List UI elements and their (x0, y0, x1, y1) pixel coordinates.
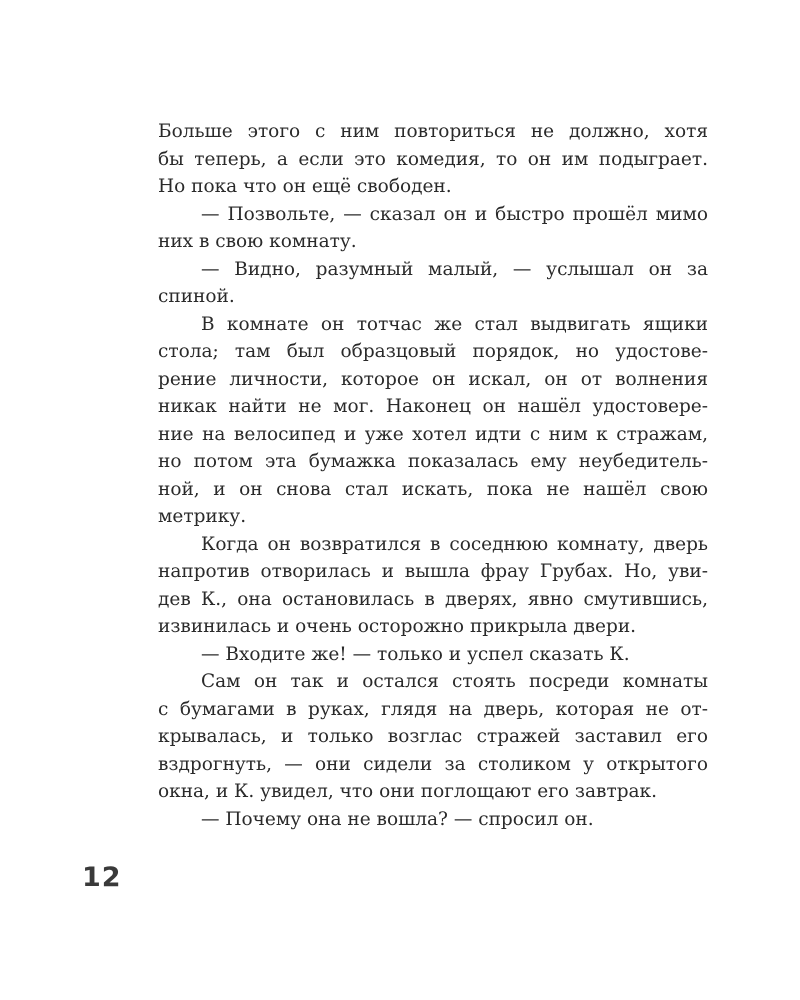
text-line: ние на велосипед и уже хотел идти с ним к стражам, (158, 423, 708, 445)
text-line: с бумагами в руках, глядя на дверь, которая не от- (158, 698, 708, 720)
text-line: В комнате он тотчас же стал выдвигать ящики (201, 313, 708, 335)
text-line: дев К., она остановилась в дверях, явно смутившись, (158, 588, 708, 610)
text-line: Больше этого с ним повториться не должно, хотя (158, 121, 708, 142)
text-line: Но пока что он ещё свободен. (158, 176, 452, 197)
text-line: рение личности, которое он искал, он от волнения (158, 368, 708, 390)
text-line: окна, и К. увидел, что они поглощают его завтрак. (158, 781, 658, 802)
text-line: напротив отворилась и вышла фрау Грубах. Но, уви- (158, 561, 708, 582)
text-line: метрику. (158, 506, 247, 527)
text-line: них в свою комнату. (158, 231, 357, 252)
page-number: 12 (82, 862, 122, 893)
text-line: извинилась и очень осторожно прикрыла двери. (158, 616, 637, 637)
text-line: — Видно, разумный малый, — услышал он за (201, 258, 708, 280)
text-line: — Позвольте, — сказал он и быстро прошёл мимо (201, 203, 708, 225)
text-line: стола; там был образцовый порядок, но удостове- (158, 341, 708, 362)
text-line: вздрогнуть, — они сидели за столиком у открытого (158, 753, 708, 775)
text-line: бы теперь, а если это комедия, то он им подыграет. (158, 148, 708, 170)
text-line: Когда он возвратился в соседнюю комнату, дверь (201, 533, 708, 555)
text-line: крывалась, и только возглас стражей заставил его (158, 726, 708, 747)
text-line: — Входите же! — только и успел сказать К. (201, 643, 630, 665)
body-text (158, 118, 708, 833)
text-line: никак найти не мог. Наконец он нашёл удостовере- (158, 396, 708, 417)
text-line: ной, и он снова стал искать, пока не нашёл свою (158, 478, 708, 500)
text-line: спиной. (158, 286, 235, 307)
text-line: но потом эта бумажка показалась ему неубедитель- (158, 451, 708, 472)
text-line: Сам он так и остался стоять посреди комнаты (201, 671, 708, 692)
text-line: — Почему она не вошла? — спросил он. (201, 808, 594, 830)
